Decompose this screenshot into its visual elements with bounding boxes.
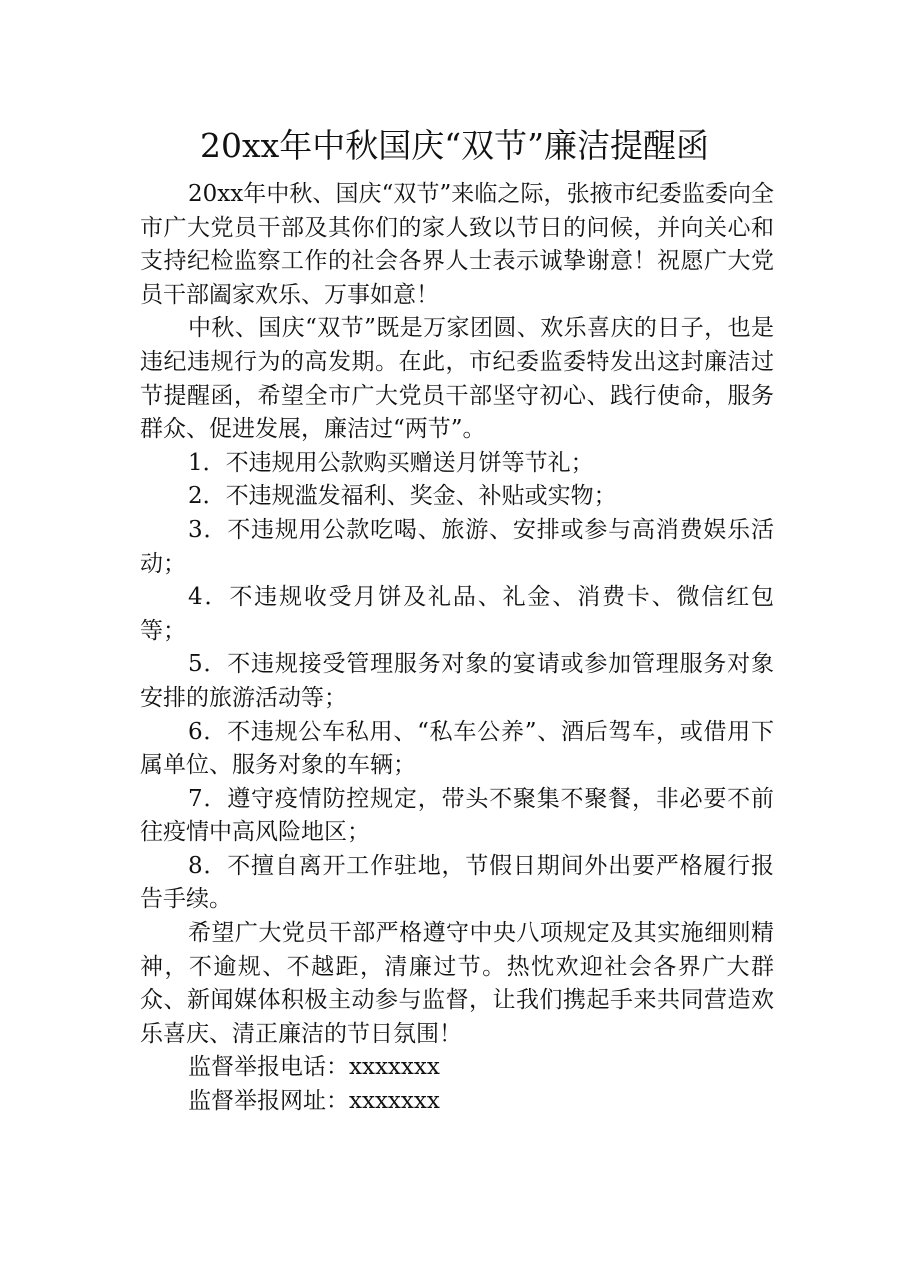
list-item-7: 7．遵守疫情防控规定，带头不聚集不聚餐，非必要不前往疫情中高风险地区； bbox=[140, 785, 774, 846]
list-item-3: 3．不违规用公款吃喝、旅游、安排或参与高消费娱乐活动； bbox=[140, 516, 774, 577]
list-item-6: 6．不违规公车私用、“私车公养”、酒后驾车，或借用下属单位、服务对象的车辆； bbox=[140, 718, 774, 779]
document-body bbox=[140, 178, 774, 1119]
list-item-4: 4．不违规收受月饼及礼品、礼金、消费卡、微信红包等； bbox=[140, 584, 774, 644]
paragraph-context: 中秋、国庆“双节”既是万家团圆、欢乐喜庆的日子，也是违纪违规行为的高发期。在此，市纪委监委特发出这封廉洁过节提醒函，希望全市广大党员干部坚守初心、践行使命，服务群众、促进发展，廉洁过“两节”。 bbox=[140, 315, 774, 443]
list-item-5: 5．不违规接受管理服务对象的宴请或参加管理服务对象安排的旅游活动等； bbox=[140, 651, 774, 711]
paragraph-closing: 希望广大党员干部严格遵守中央八项规定及其实施细则精神，不逾规、不越距，清廉过节。热忱欢迎社会各界广大群众、新闻媒体积极主动参与监督，让我们携起手来共同营造欢乐喜庆、清正廉洁的节日氛围！ bbox=[140, 920, 774, 1047]
paragraph-intro: 20xx年中秋、国庆“双节”来临之际，张掖市纪委监委向全市广大党员干部及其你们的家人致以节日的问候，并向关心和支持纪检监察工作的社会各界人士表示诚挚谢意！祝愿广大党员干部阖家欢乐、万事如意！ bbox=[140, 181, 774, 308]
list-item-1: 1．不违规用公款购买赠送月饼等节礼； bbox=[188, 449, 594, 476]
list-item-8: 8．不擅自离开工作驻地，节假日期间外出要严格履行报告手续。 bbox=[140, 852, 774, 913]
list-item-2: 2．不违规滥发福利、奖金、补贴或实物； bbox=[188, 483, 617, 510]
document-title: 20xx年中秋国庆“双节”廉洁提醒函 bbox=[200, 126, 709, 165]
report-website: 监督举报网址：xxxxxxx bbox=[188, 1088, 440, 1115]
report-phone: 监督举报电话：xxxxxxx bbox=[188, 1054, 440, 1081]
